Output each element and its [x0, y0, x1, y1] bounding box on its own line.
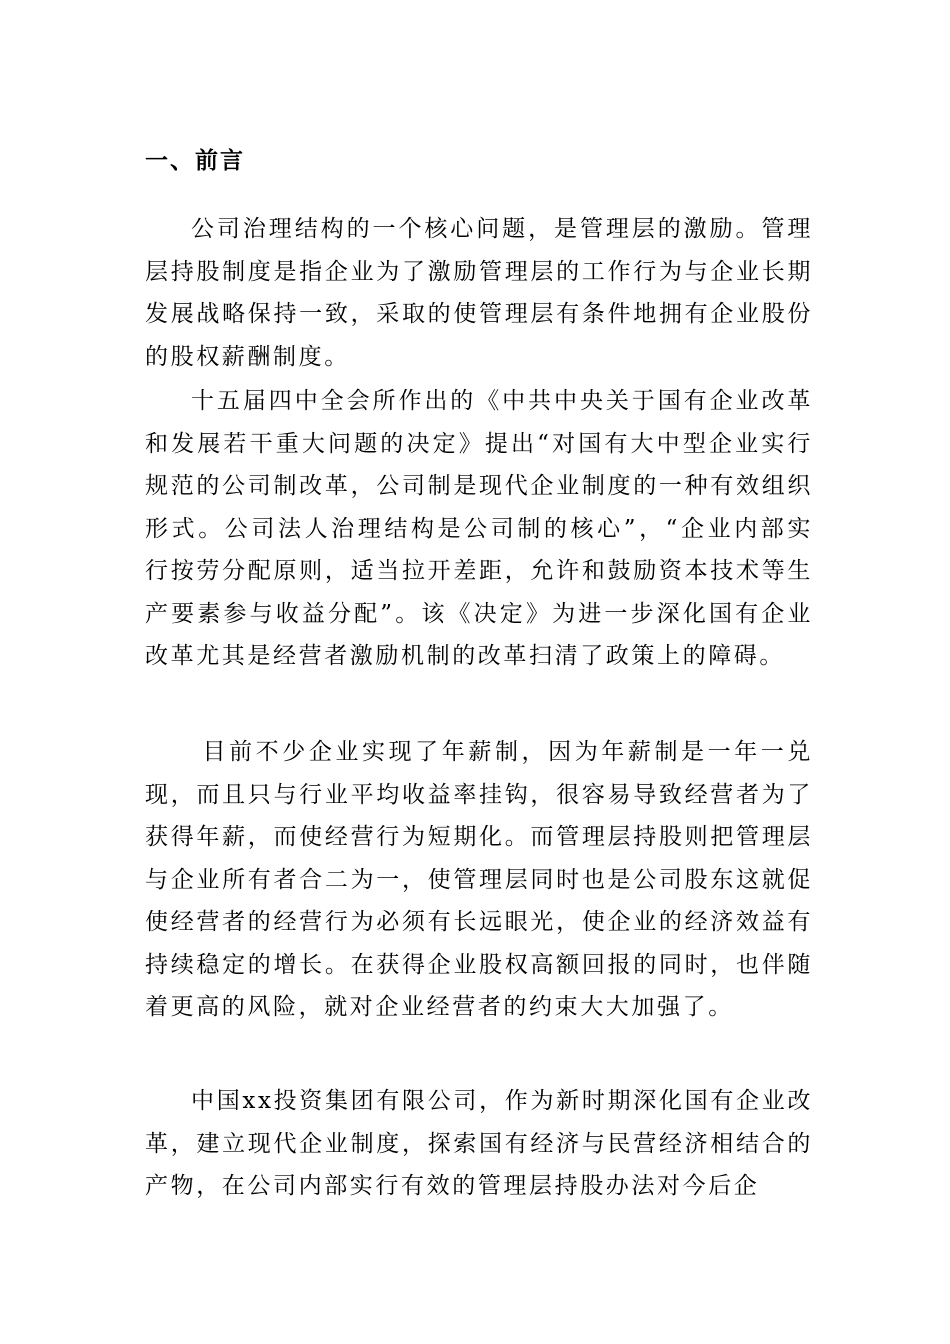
paragraph-4: 中国xx投资集团有限公司，作为新时期深化国有企业改革，建立现代企业制度，探索国有经济与民营经济相结合的产物，在公司内部实行有效的管理层持股办法对今后企: [145, 1088, 813, 1199]
paragraph-2: 十五届四中全会所作出的《中共中央关于国有企业改革和发展若干重大问题的决定》提出“对国有大中型企业实行规范的公司制改革，公司制是现代企业制度的一种有效组织形式。公司法人治理结构是公司制的核心”，“企业内部实行按劳分配原则，适当拉开差距，允许和鼓励资本技术等生产要素参与收益分配”。该《决定》为进一步深化国有企业改革尤其是经营者激励机制的改革扫清了政策上的障碍。: [145, 388, 813, 669]
paragraph-1: 公司治理结构的一个核心问题，是管理层的激励。管理层持股制度是指企业为了激励管理层的工作行为与企业长期发展战略保持一致，采取的使管理层有条件地拥有企业股份的股权薪酬制度。: [145, 216, 813, 370]
paragraph-3: 目前不少企业实现了年薪制，因为年薪制是一年一兑现，而且只与行业平均收益率挂钩，很容易导致经营者为了获得年薪，而使经营行为短期化。而管理层持股则把管理层与企业所有者合二为一，使管理层同时也是公司股东这就促使经营者的经营行为必须有长远眼光，使企业的经济效益有持续稳定的增长。在获得企业股权高额回报的同时，也伴随着更高的风险，就对企业经营者的约束大大加强了。: [145, 739, 813, 1020]
section-heading: 一、前言: [145, 148, 245, 174]
